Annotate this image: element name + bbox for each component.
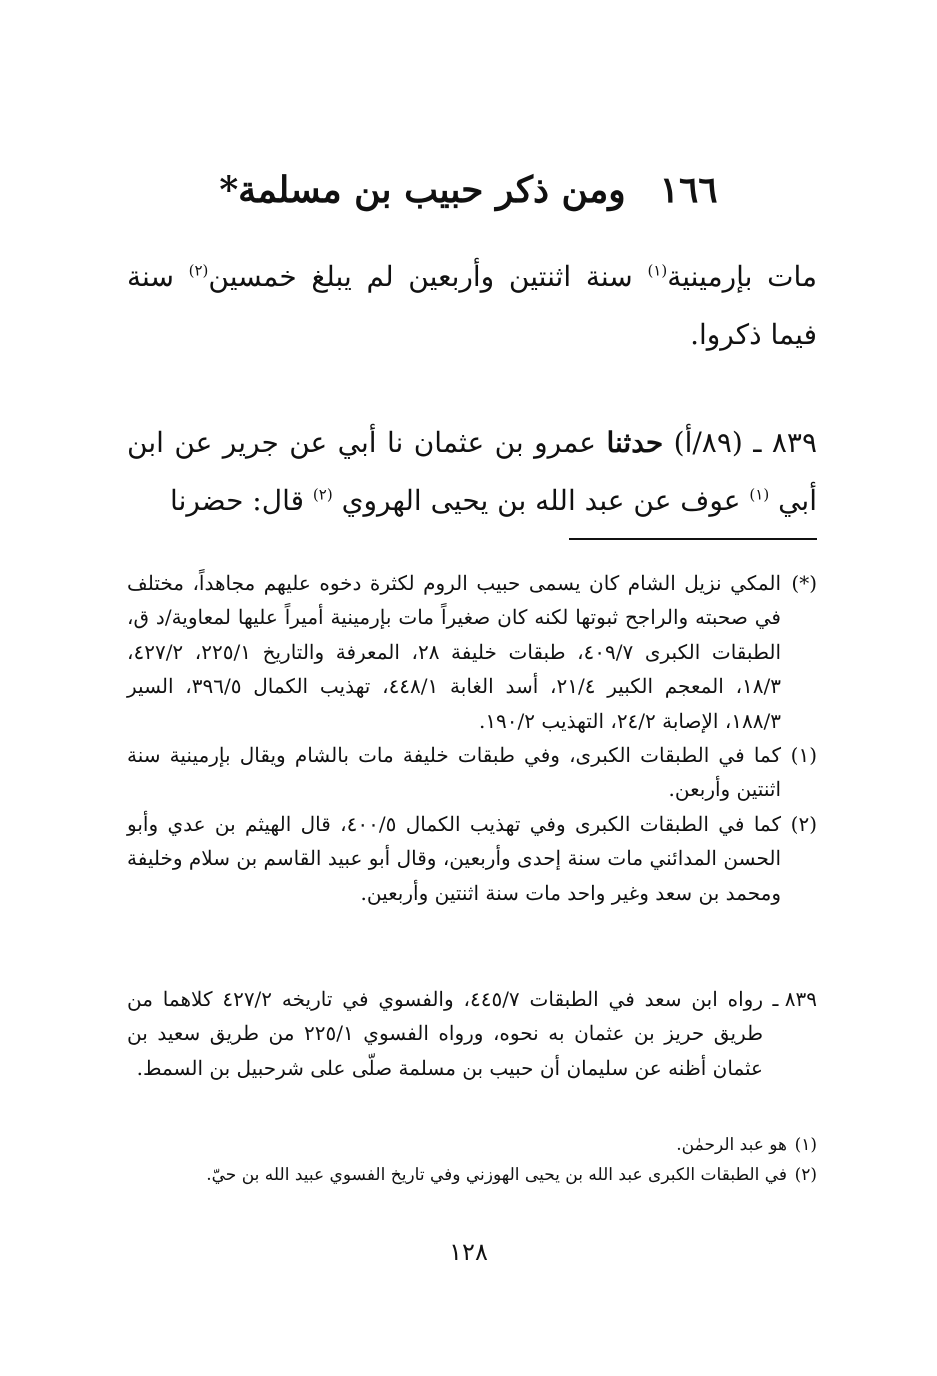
text-run: سنة فيما ذكروا. — [127, 260, 817, 351]
hadith-paragraph — [127, 414, 817, 530]
footnote-text: في الطبقات الكبرى عبد الله بن يحيى الهوزني وفي تاريخ الفسوي عبيد الله بن حيّ. — [206, 1165, 787, 1185]
takhrij-section — [127, 982, 817, 1085]
sub-footnotes — [127, 1130, 817, 1190]
footnote-text: هو عبد الرحمٰن. — [676, 1135, 787, 1155]
footnote-ref-1: (١) — [749, 485, 770, 504]
footnote-text: كما في الطبقات الكبرى وفي تهذيب الكمال ٤٠٠/٥، قال الهيثم بن عدي وأبو الحسن المدائني مات سنة إحدى وأربعين، وقال أبو عبيد القاسم بن سلام وخليفة ومحمد بن سعد وغير واحد مات سنة اثنتين وأربعين. — [127, 811, 781, 905]
footnote-marker: (٢) — [794, 1165, 817, 1185]
takhrij-note — [127, 982, 817, 1085]
sub-footnote-1 — [127, 1130, 817, 1160]
hadith-number: ٨٣٩ ـ (٨٩/أ) — [663, 426, 817, 459]
footnote-text: المكي نزيل الشام كان يسمى حبيب الروم لكثرة دخوه عليهم مجاهداً، مختلف في صحبته والراجح ثبوتها لكنه كان صغيراً مات بإرمينية أميراً عليها لمعاوية/د ق، الطبقات الكبرى ٤٠٩/٧، طبقات خليفة ٢٨، المعرفة والتاريخ ٢٢٥/١، ٤٢٧/٢، ١٨/٣، المعجم الكبير ٢١/٤، أسد الغابة ٤٤٨/١، تهذيب الكمال ٣٩٦/٥، السير ١٨٨/٣، الإصابة ٢٤/٢، التهذيب ١٩٠/٢. — [127, 571, 782, 733]
footnote-divider — [569, 538, 817, 540]
takhrij-text: رواه ابن سعد في الطبقات ٤٤٥/٧، والفسوي في تاريخه ٤٢٧/٢ كلاهما من طريق حريز بن عثمان به نحوه، ورواه الفسوي ٢٢٥/١ من طريق سعيد بن عثمان أظنه عن سليمان أن حبيب بن مسلمة صلّى على شرحبيل بن السمط. — [127, 987, 763, 1080]
footnote-star — [127, 566, 817, 738]
footnotes-section — [127, 566, 817, 910]
footnote-2 — [127, 807, 817, 910]
text-run: عمرو بن عثمان نا أبي عن جرير عن ابن أبي — [127, 426, 817, 517]
text-run: قال: حضرنا — [170, 484, 313, 517]
footnote-text: كما في الطبقات الكبرى، وفي طبقات خليفة مات بالشام ويقال بإرمينية سنة اثنتين وأربعن. — [127, 743, 781, 802]
footnote-1 — [127, 738, 817, 807]
hadith-opening-word: حدثنا — [606, 426, 664, 459]
section-heading — [200, 162, 737, 218]
footnote-ref-1: (١) — [647, 261, 668, 280]
footnote-marker: (١) — [794, 1135, 817, 1155]
text-run: سنة اثنتين وأربعين لم يبلغ خمسين — [208, 260, 648, 293]
footnote-marker: (*) — [791, 571, 817, 595]
footnote-ref-2: (٢) — [312, 485, 333, 504]
sub-footnote-2 — [127, 1160, 817, 1190]
text-run: عوف عن عبد الله بن يحيى الهروي — [332, 484, 750, 517]
text-run: مات بإرمينية — [667, 260, 818, 293]
section-title: ومن ذكر حبيب بن مسلمة* — [219, 169, 626, 211]
footnote-marker: (١) — [790, 743, 817, 768]
takhrij-marker: ٨٣٩ ـ — [772, 987, 817, 1011]
page-number: ١٢٨ — [449, 1238, 488, 1266]
section-number: ١٦٦ — [659, 169, 718, 211]
footnote-ref-2: (٢) — [188, 261, 209, 280]
footnote-marker: (٢) — [790, 811, 817, 836]
biography-paragraph — [127, 248, 817, 364]
